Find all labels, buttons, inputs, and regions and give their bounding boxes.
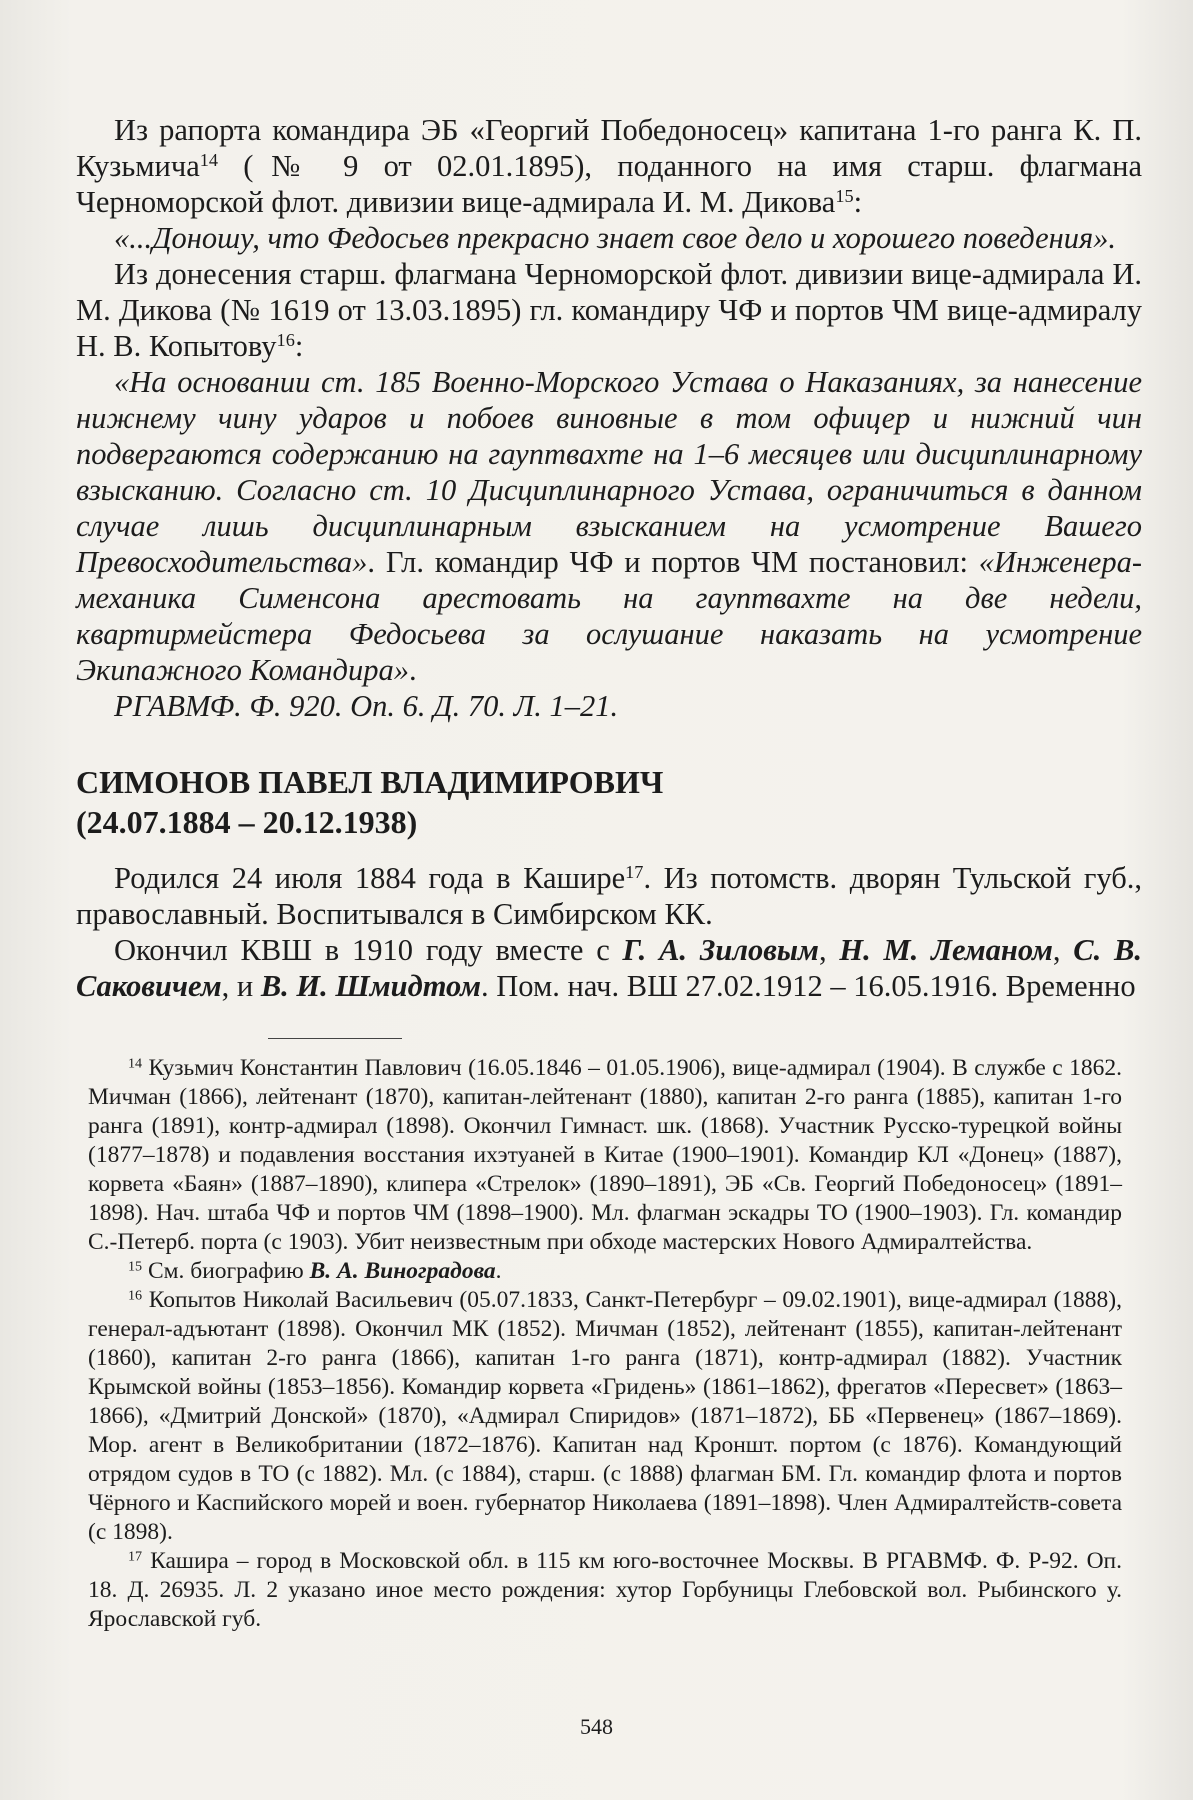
quote-text: «На основании ст. 185 Военно-Морского Устава о Наказаниях, за нанесение нижнему чину ударов и побоев виновные в том офицер и нижний чин подвергаются содержанию на гауптвахте на 1–6 месяцев или дисциплинарному взысканию. Согласно ст. 10 Дисциплинарного Устава, ограничиться в данном случае лишь дисциплинарным взысканием на усмотрение Вашего Превосходительства» [76,365,1142,579]
footnote-text: Кашира – город в Московской обл. в 115 км юго-восточнее Москвы. В РГАВМФ. Ф. Р-92. Оп. 18. Д. 26935. Л. 2 указано иное место рождения: хутор Горбуницы Глебовской вол. Рыбинского у. Ярославской губ. [88,1548,1123,1632]
separator: , [1052,933,1074,967]
separator: , и [221,969,261,1003]
person-name: СИМОНОВ ПАВЕЛ ВЛАДИМИРОВИЧ [76,764,664,800]
paragraph-text: . [408,653,417,687]
footnote-number: 14 [128,1055,143,1072]
footnote-text: Кузьмич Константин Павлович (16.05.1846 – 01.05.1906), вице-адмирал (1904). В службе с 1862. Мичман (1866), лейтенант (1870), капитан-лейтенант (1880), капитан 2-го ранга (1885), капитан 1-го ранга (1891), контр-адмирал (1898). Окончил Гимнаст. шк. (1868). Участник Русско-турецкой войны (1877–1878) и подавления восстания ихэтуаней в Китае (1900–1901). Командир КЛ «Донец» (1887), корвета «Баян» (1887–1890), клипера «Стрелок» (1890–1891), ЭБ «Св. Георгий Победоносец» (1891–1898). Нач. штаба ЧФ и портов ЧМ (1898–1900). Мл. флагман эскадры ТО (1900–1903). Гл. командир С.-Петерб. порта (с 1903). Убит неизвестным при обходе мастерских Нового Адмиралтейства. [88,1055,1122,1255]
life-dates: (24.07.1884 – 20.12.1938) [76,804,418,840]
main-text [76,112,1142,1004]
footnote-text: Копытов Николай Васильевич (05.07.1833, Санкт-Петербург – 09.02.1901), вице-адмирал (1888), генерал-адъютант (1898). Окончил МК (1852). Мичман (1852), лейтенант (1855), капитан-лейтенант (1860), капитан 2-го ранга (1866), капитан 1-го ранга (1871), контр-адмирал (1882). Участник Крымской войны (1853–1856). Командир корвета «Гридень» (1861–1862), фрегатов «Пересвет» (1863–1866), «Дмитрий Донской» (1870), «Адмирал Спиридов» (1871–1872), ББ «Первенец» (1867–1869). Мор. агент в Великобритании (1872–1876). Капитан над Кроншт. портом (с 1876). Командующий отрядом судов в ТО (с 1882). Мл. (с 1884), старш. (с 1888) флагман БМ. Гл. командир флота и портов Чёрного и Каспийского морей и воен. губернатор Николаева (1891–1898). Член Адмиралтейств-совета (с 1898). [88,1287,1122,1545]
paragraph-text: Из рапорта командира ЭБ «Георгий Победоносец» капитана 1-го ранга К. П. Кузьмича [76,113,1142,183]
footnote-number: 17 [128,1548,143,1565]
footnote-text: См. биографию [147,1258,310,1284]
footnote-number: 15 [128,1258,143,1275]
paragraph-text: Родился 24 июля 1884 года в Кашире [114,861,626,895]
bio-paragraph-education [76,932,1142,1004]
footnote-15 [88,1257,1122,1286]
paragraph-text: : [853,185,863,219]
footnote-divider [268,1038,402,1039]
footnote-17 [88,1547,1122,1634]
footnote-14 [88,1054,1122,1257]
footnote-16 [88,1286,1122,1547]
footnote-ref-14: 14 [199,149,219,170]
quote-dispatch [76,364,1142,688]
person-link: Н. М. Леманом [839,933,1053,967]
paragraph-text: : [294,329,304,363]
paragraph-text: Окончил КВШ в 1910 году вместе с [114,933,623,967]
paragraph-text: . Пом. нач. ВШ 27.02.1912 – 16.05.1916. Временно [481,969,1136,1003]
footnote-text: . [495,1258,502,1284]
quote-report: «...Доношу, что Федосьев прекрасно знает свое дело и хорошего поведения». [114,221,1117,255]
person-link: С. В. Саковичем [76,933,1143,1003]
paragraph-text: . Гл. командир ЧФ и портов ЧМ постановил: [367,545,979,579]
paragraph-text: . Из потомств. дворян Тульской губ., православный. Воспитывался в Симбирском КК. [76,861,1142,931]
person-link: В. А. Виноградова [309,1258,496,1284]
archive-source: РГАВМФ. Ф. 920. Оп. 6. Д. 70. Л. 1–21. [114,689,619,723]
footnote-ref-15: 15 [835,185,854,206]
paragraph-report [76,112,1142,220]
paragraph-text: (№ 9 от 02.01.1895), поданного на имя старш. флагмана Черноморской флот. дивизии вице-адмирала И. М. Дикова [76,149,1142,219]
footnote-ref-17: 17 [625,861,644,882]
footnote-ref-16: 16 [276,329,295,350]
separator: , [818,933,840,967]
quote-text: «Инженера-механика Сименсона арестовать на гауптвахте на две недели, квартирмейстера Федосьева за ослушание наказать на усмотрение Экипажного Командира» [76,545,1142,687]
biography-heading [76,762,1142,842]
footnote-number: 16 [128,1287,143,1304]
paragraph-text: Из донесения старш. флагмана Черноморской флот. дивизии вице-адмирала И. М. Дикова (№ 1619 от 13.03.1895) гл. командиру ЧФ и портов ЧМ вице-адмиралу Н. В. Копытову [76,257,1142,363]
paragraph-dispatch [76,256,1142,364]
person-link: В. И. Шмидтом [260,969,482,1003]
footnotes [88,1054,1122,1634]
person-link: Г. А. Зиловым [622,933,819,967]
bio-paragraph-birth [76,860,1142,932]
page-number: 548 [580,1714,613,1739]
